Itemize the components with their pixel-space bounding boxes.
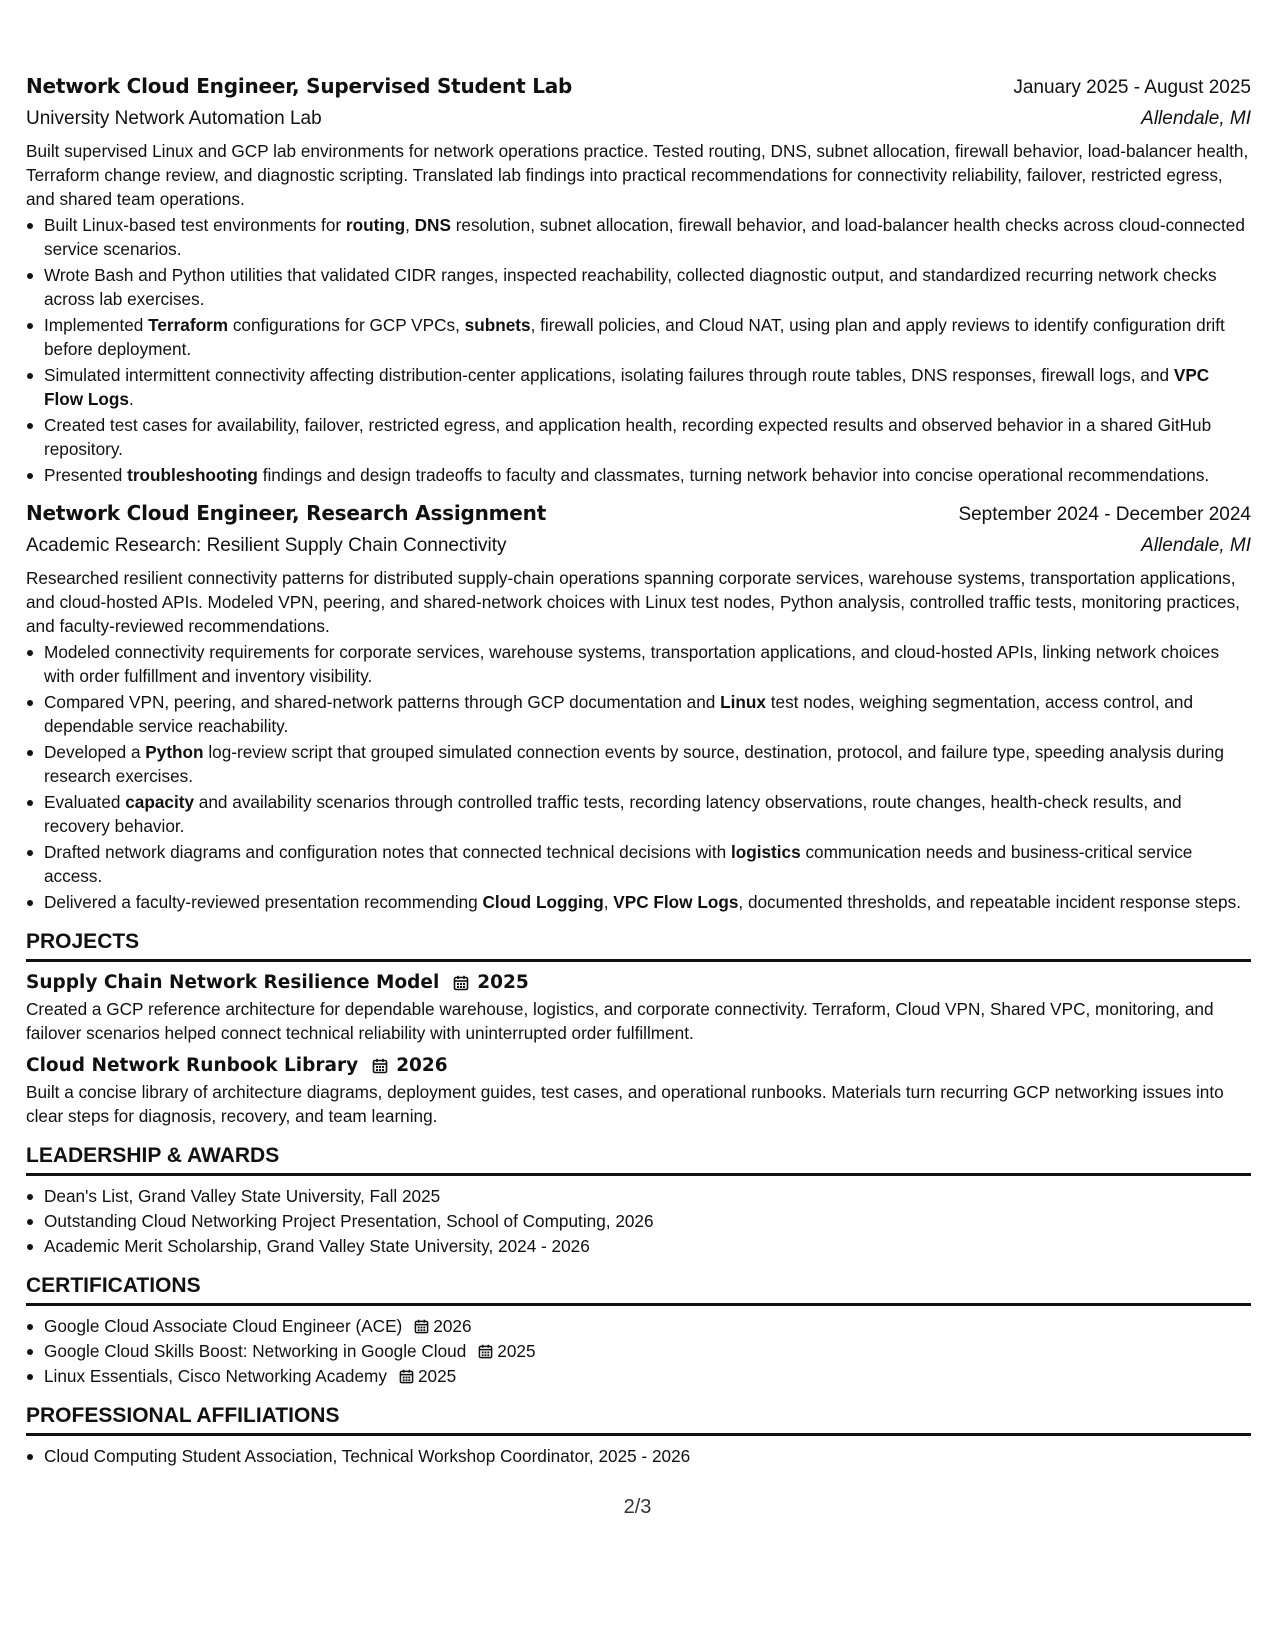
certification-name: Linux Essentials, Cisco Networking Academy <box>44 1366 387 1386</box>
job-location: Allendale, MI <box>1141 108 1251 129</box>
list-item <box>44 1339 1251 1363</box>
job-title: Network Cloud Engineer, Research Assignment <box>26 501 547 525</box>
page-number: 2/3 <box>623 1496 652 1518</box>
keyword-emphasis: subnets <box>464 315 531 335</box>
project-entry <box>26 972 1251 1045</box>
job-dates: September 2024 - December 2024 <box>958 504 1251 525</box>
certifications-section <box>26 1274 1251 1388</box>
keyword-emphasis: Python <box>145 742 204 762</box>
projects-section <box>26 930 1251 1128</box>
project-year: 2026 <box>396 1055 448 1076</box>
calendar-icon <box>372 1058 388 1074</box>
project-description: Created a GCP reference architecture for dependable warehouse, logistics, and corporate connectivity. Terraform, Cloud VPN, Shared VPC, monitoring, and failover scenarios helped connect technical reliability with uninterrupted order fulfillment. <box>26 999 1214 1043</box>
keyword-emphasis: Cloud Logging <box>482 892 604 912</box>
affiliations-list <box>26 1444 1251 1468</box>
keyword-emphasis: capacity <box>125 792 195 812</box>
job-bullet: Evaluated capacity and availability scenarios through controlled traffic tests, recording latency observations, route changes, health-check results, and recovery behavior. <box>44 790 1251 838</box>
keyword-emphasis: Linux <box>720 692 766 712</box>
job-bullets <box>26 640 1251 914</box>
job-bullets <box>26 213 1251 487</box>
section-heading: PROJECTS <box>26 930 1251 962</box>
keyword-emphasis: DNS <box>414 215 451 235</box>
job-bullet: Wrote Bash and Python utilities that validated CIDR ranges, inspected reachability, collected diagnostic output, and standardized recurring network checks across lab exercises. <box>44 263 1251 311</box>
keyword-emphasis: troubleshooting <box>127 465 258 485</box>
leadership-section <box>26 1144 1251 1258</box>
certification-year: 2025 <box>417 1366 457 1386</box>
section-heading: LEADERSHIP & AWARDS <box>26 1144 1251 1176</box>
job-bullet: Delivered a faculty-reviewed presentation recommending Cloud Logging, VPC Flow Logs, documented thresholds, and repeatable incident response steps. <box>44 890 1251 914</box>
calendar-icon <box>399 1369 414 1384</box>
job-summary: Researched resilient connectivity patterns for distributed supply-chain operations spanning corporate services, warehouse systems, transportation applications, and cloud-hosted APIs. Modeled VPN, peering, and shared-network choices with Linux test nodes, Python analysis, controlled traffic tests, monitoring practices, and faculty-reviewed recommendations. <box>26 568 1240 636</box>
experience-entry <box>26 74 1251 487</box>
project-entry <box>26 1055 1251 1128</box>
certification-year: 2025 <box>497 1341 536 1361</box>
project-name: Supply Chain Network Resilience Model <box>26 972 440 993</box>
certification-name: Google Cloud Associate Cloud Engineer (ACE) <box>44 1316 403 1336</box>
job-summary: Built supervised Linux and GCP lab environments for network operations practice. Tested routing, DNS, subnet allocation, firewall behavior, load-balancer health, Terraform change review, and diagnostic scripting. Translated lab findings into practical recommendations for connectivity reliability, failover, restricted egress, and shared team operations. <box>26 141 1249 209</box>
list-item <box>44 1314 1251 1338</box>
job-bullet: Modeled connectivity requirements for corporate services, warehouse systems, transportation applications, and cloud-hosted APIs, linking network choices with order fulfillment and inventory visibility. <box>44 640 1251 688</box>
resume-page <box>26 74 1251 1468</box>
keyword-emphasis: logistics <box>730 842 801 862</box>
keyword-emphasis: VPC Flow Logs <box>44 365 1210 409</box>
affiliations-section <box>26 1404 1251 1468</box>
job-bullet: Created test cases for availability, failover, restricted egress, and application health, recording expected results and observed behavior in a shared GitHub repository. <box>44 413 1251 461</box>
project-name: Cloud Network Runbook Library <box>26 1055 359 1076</box>
list-item: Dean's List, Grand Valley State University, Fall 2025 <box>44 1184 1251 1208</box>
job-bullet: Presented troubleshooting findings and design tradeoffs to faculty and classmates, turning network behavior into concise operational recommendations. <box>44 463 1251 487</box>
job-bullet: Drafted network diagrams and configuration notes that connected technical decisions with logistics communication needs and business-critical service access. <box>44 840 1251 888</box>
section-heading: CERTIFICATIONS <box>26 1274 1251 1306</box>
job-organization: Academic Research: Resilient Supply Chain Connectivity <box>26 535 507 556</box>
certification-year: 2026 <box>433 1316 472 1336</box>
experience-entry <box>26 501 1251 914</box>
leadership-list <box>26 1184 1251 1258</box>
calendar-icon <box>478 1344 493 1359</box>
certification-name: Google Cloud Skills Boost: Networking in Google Cloud <box>44 1341 467 1361</box>
project-description: Built a concise library of architecture diagrams, deployment guides, test cases, and operational runbooks. Materials turn recurring GCP networking issues into clear steps for diagnosis, recovery, and team learning. <box>26 1082 1224 1126</box>
job-title: Network Cloud Engineer, Supervised Student Lab <box>26 74 573 98</box>
section-heading: PROFESSIONAL AFFILIATIONS <box>26 1404 1251 1436</box>
list-item: Cloud Computing Student Association, Technical Workshop Coordinator, 2025 - 2026 <box>44 1444 1251 1468</box>
job-bullet: Compared VPN, peering, and shared-network patterns through GCP documentation and Linux test nodes, weighing segmentation, access control, and dependable service reachability. <box>44 690 1251 738</box>
job-bullet: Implemented Terraform configurations for GCP VPCs, subnets, firewall policies, and Cloud NAT, using plan and apply reviews to identify configuration drift before deployment. <box>44 313 1251 361</box>
job-dates: January 2025 - August 2025 <box>1013 77 1251 98</box>
job-organization: University Network Automation Lab <box>26 108 322 129</box>
keyword-emphasis: VPC Flow Logs <box>613 892 739 912</box>
keyword-emphasis: Terraform <box>148 315 229 335</box>
calendar-icon <box>414 1319 429 1334</box>
project-year: 2025 <box>477 972 529 993</box>
keyword-emphasis: routing <box>345 215 406 235</box>
job-location: Allendale, MI <box>1141 535 1251 556</box>
job-bullet: Developed a Python log-review script that grouped simulated connection events by source, destination, protocol, and failure type, speeding analysis during research exercises. <box>44 740 1251 788</box>
calendar-icon <box>453 975 469 991</box>
job-bullet: Built Linux-based test environments for routing, DNS resolution, subnet allocation, firewall behavior, and load-balancer health checks across cloud-connected service scenarios. <box>44 213 1251 261</box>
list-item: Academic Merit Scholarship, Grand Valley State University, 2024 - 2026 <box>44 1234 1251 1258</box>
list-item <box>44 1364 1251 1388</box>
certifications-list <box>26 1314 1251 1388</box>
list-item: Outstanding Cloud Networking Project Presentation, School of Computing, 2026 <box>44 1209 1251 1233</box>
job-bullet: Simulated intermittent connectivity affecting distribution-center applications, isolating failures through route tables, DNS responses, firewall logs, and VPC Flow Logs. <box>44 363 1251 411</box>
